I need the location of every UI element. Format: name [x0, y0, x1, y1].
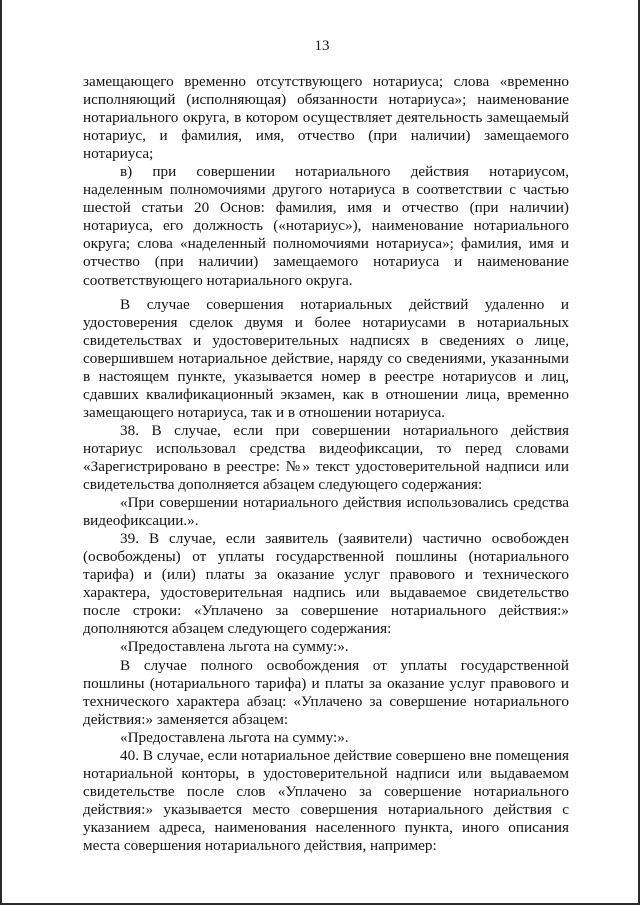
paragraph: «При совершении нотариального действия использовались средства видеофиксации.». [83, 494, 569, 530]
paragraph: «Предоставлена льгота на сумму:». [120, 728, 349, 746]
paragraph: 39. В случае, если заявитель (заявители) частично освобожден (освобождены) от уплаты государственной пошлины (нотариального тарифа) и (или) платы за оказание услуг правового и технического характера, удостоверительная надпись или выдаваемое свидетельство после строки: «Уплачено за совершение нотариального действия:» дополняются абзацем следующего содержания: [83, 530, 569, 638]
paragraph: замещающего временно отсутствующего нотариуса; слова «временно исполняющий (исполняющая) обязанности нотариуса»; наименование нотариального округа, в котором осуществляет деятельность замещаемый нотариус, и фамилия, имя, отчество (при наличии) замещаемого нотариуса; [83, 73, 569, 163]
document-body [83, 73, 569, 855]
paragraph: 40. В случае, если нотариальное действие совершено вне помещения нотариальной конторы, в удостоверительной надписи или выдаваемом свидетельстве после слов «Уплачено за совершение нотариального действия:» указывается место совершения нотариального действия с указанием адреса, наименования населенного пункта, иного описания места совершения нотариального действия, например: [83, 746, 569, 854]
page-number: 13 [314, 38, 330, 54]
paragraph: В случае совершения нотариальных действий удаленно и удостоверения сделок двумя и более нотариусами в нотариальных свидетельствах и удостоверительных надписях в сведениях о лице, совершившем нотариальное действие, наряду со сведениями, указанными в настоящем пункте, указывается номер в реестре нотариусов и лиц, сдавших квалификационный экзамен, как в отношении лица, временно замещающего нотариуса, так и в отношении нотариуса. [83, 295, 569, 421]
paragraph: В случае полного освобождения от уплаты государственной пошлины (нотариального тарифа) и платы за оказание услуг правового и технического характера абзац: «Уплачено за совершение нотариального действия:» заменяется абзацем: [83, 656, 569, 728]
paragraph: 38. В случае, если при совершении нотариального действия нотариус использовал средства видеофиксации, то перед словами «Зарегистрировано в реестре: №» текст удостоверительной надписи или свидетельства дополняется абзацем следующего содержания: [83, 421, 569, 494]
paragraph: в) при совершении нотариального действия нотариусом, наделенным полномочиями другого нотариуса в соответствии с частью шестой статьи 20 Основ: фамилия, имя и отчество (при наличии) нотариуса, его должность («нотариус»), наименование нотариального округа; слова «наделенный полномочиями нотариуса»; фамилия, имя и отчество (при наличии) замещаемого нотариуса и наименование соответствующего нотариального округа. [83, 163, 569, 289]
paragraph: «Предоставлена льгота на сумму:». [120, 638, 349, 656]
